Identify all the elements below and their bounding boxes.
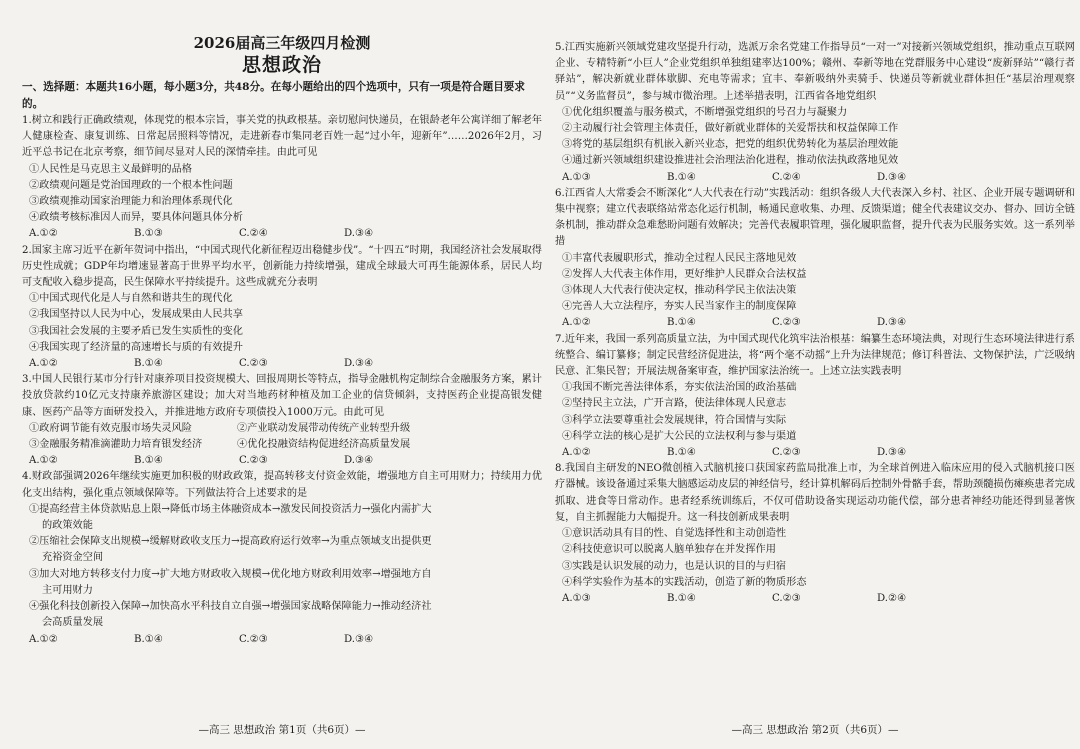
statement-1: ①政府调节能有效克服市场失灵风险 — [29, 422, 192, 434]
choice-a: A.①② — [29, 228, 58, 240]
statement-grid — [22, 421, 542, 453]
choice-b: B.①③ — [134, 228, 163, 240]
statement-3-cont: 主可用财力 — [42, 584, 93, 596]
statement-1: ①提高经营主体贷款贴息上限→降低市场主体融资成本→激发民间投资活力→强化内需扩大 — [29, 503, 432, 515]
statement-1: ①人民性是马克思主义最鲜明的品格 — [29, 163, 192, 175]
statement-4: ④我国实现了经济量的高速增长与质的有效提升 — [29, 341, 243, 353]
statement-4: ④强化科技创新投入保障→加快高水平科技自立自强→增强国家战略保障能力→推动经济社 — [29, 601, 432, 613]
answer-choices — [22, 356, 542, 372]
choice-d: D.②④ — [877, 592, 907, 604]
statement-4: ④科学立法的核心是扩大公民的立法权利与参与渠道 — [562, 430, 797, 442]
statement-2: ②我国坚持以人民为中心，发展成果由人民共享 — [29, 309, 243, 321]
statement-2: ②发挥人大代表主体作用，更好维护人民群众合法权益 — [562, 268, 807, 280]
answer-choices — [22, 226, 542, 242]
answer-choices — [555, 445, 1075, 461]
choice-d: D.③④ — [344, 633, 374, 645]
statement-2: ②坚持民主立法，广开言路，使法律体现人民意志 — [562, 398, 787, 410]
choice-a: A.①③ — [562, 592, 591, 604]
choice-c: C.②③ — [772, 317, 801, 329]
choice-c: C.②③ — [239, 455, 268, 467]
question-stem: 6.江西省人大常委会不断深化“人大代表在行动”实践活动：组织各级人大代表深入乡村、社区、企业开展专题调研和集中视察；建立代表联络站常态化运行机制，畅通民意收集、办理、反馈渠道；健全代表建议交办、督办、回访全链条机制，推动群众急难愁盼问题有效解决；完善代表履职管理，强化履职监督，提升代表为民服务实效。这一系列举措 — [555, 187, 1075, 248]
question-8 — [555, 461, 1075, 607]
question-stem: 4.财政部强调2026年继续实施更加积极的财政政策，提高转移支付资金效能，增强地方自主可用财力；持续用力优化支出结构，强化重点领域保障等。下列做法符合上述要求的是 — [22, 471, 542, 499]
statement-4: ④科学实验作为基本的实践活动，创造了新的物质形态 — [562, 576, 807, 588]
choice-b: B.①④ — [667, 171, 696, 183]
page-2-content — [555, 40, 1075, 607]
subject-title: 思想政治 — [241, 54, 322, 76]
statement-1: ①意识活动具有目的性、自觉选择性和主动创造性 — [562, 528, 787, 540]
choice-d: D.③④ — [877, 171, 907, 183]
choice-b: B.①④ — [134, 455, 163, 467]
question-stem: 2.国家主席习近平在新年贺词中指出，“中国式现代化新征程迈出稳健步伐”。“十四五”时期，我国经济社会发展取得历史性成就；GDP年均增速显著高于世界平均水平，创新能力持续增强，建成全球最大可再生能源体系，居民人均可支配收入稳步提高，民生保障水平持续提升。这些成就充分表明 — [22, 244, 542, 289]
statement-2: ②科技使意识可以脱离人脑单独存在并发挥作用 — [562, 544, 776, 556]
choice-c: C.②④ — [772, 171, 801, 183]
statement-3: ③实践是认识发展的动力，也是认识的目的与归宿 — [562, 560, 787, 572]
statement-1-cont: 的政策效能 — [42, 520, 93, 532]
question-4 — [22, 469, 542, 647]
choice-b: B.①④ — [667, 447, 696, 459]
page-footer: —高三 思想政治 第1页（共6页）— — [198, 724, 366, 736]
question-6 — [555, 186, 1075, 332]
statement-3: ③政绩观推动国家治理能力和治理体系现代化 — [29, 196, 233, 208]
choice-d: D.③④ — [344, 228, 374, 240]
statement-2: ②政绩观问题是党治国理政的一个根本性问题 — [29, 179, 233, 191]
page-1 — [22, 0, 542, 749]
exam-title: 2026届高三年级四月检测 — [193, 34, 371, 52]
statement-4: ④优化投融资结构促进经济高质量发展 — [237, 439, 411, 451]
statement-4-cont: 会高质量发展 — [42, 617, 104, 629]
statement-1: ①优化组织覆盖与服务模式，不断增强党组织的号召力与凝聚力 — [562, 106, 848, 118]
statement-2: ②产业联动发展带动传统产业转型升级 — [237, 422, 411, 434]
question-stem: 8.我国自主研发的NEO微创植入式脑机接口获国家药监局批准上市，为全球首例进入临床应用的侵入式脑机接口医疗器械。该设备通过采集大脑感运动皮层的神经信号，经计算机解码后控制外骨骼手套，帮助颈髓损伤瘫痪患者完成抓取、进食等日常动作。患者经系统训练后，不仅可借助设备实现运动功能代偿，部分患者神经功能还得到显著恢复，自主抓握能力大幅提升。这一科技创新成果表明 — [555, 463, 1075, 523]
question-1 — [22, 113, 542, 243]
statement-1: ①中国式现代化是人与自然和谐共生的现代化 — [29, 293, 233, 305]
answer-choices — [22, 453, 542, 469]
statement-2: ②主动履行社会管理主体责任，做好新就业群体的关爱帮扶和权益保障工作 — [562, 123, 899, 135]
choice-d: D.③④ — [877, 317, 907, 329]
choice-b: B.①④ — [134, 633, 163, 645]
page-2 — [555, 0, 1075, 749]
question-2 — [22, 243, 542, 373]
page-footer: —高三 思想政治 第2页（共6页）— — [731, 724, 899, 736]
statement-2-cont: 充裕资金空间 — [42, 552, 104, 564]
choice-c: C.②③ — [239, 633, 268, 645]
statement-3: ③我国社会发展的主要矛盾已发生实质性的变化 — [29, 325, 243, 337]
answer-choices — [555, 591, 1075, 607]
choice-c: C.②③ — [772, 447, 801, 459]
statement-4: ④政绩考核标准因人而异，要具体问题具体分析 — [29, 212, 243, 224]
choice-d: D.③④ — [344, 358, 374, 370]
statement-4: ④完善人大立法程序，夯实人民当家作主的制度保障 — [562, 301, 797, 313]
statement-1: ①我国不断完善法律体系，夯实依法治国的政治基础 — [562, 382, 797, 394]
choice-b: B.①④ — [667, 592, 696, 604]
statement-4: ④通过新兴领域组织建设推进社会治理法治化进程，推动依法执政落地见效 — [562, 155, 899, 167]
answer-choices — [555, 170, 1075, 186]
choice-a: A.①② — [29, 633, 58, 645]
choice-b: B.①④ — [134, 358, 163, 370]
answer-choices — [555, 315, 1075, 331]
question-stem: 1.树立和践行正确政绩观，体现党的根本宗旨，事关党的执政根基。亲切慰问快递员，在银龄老年公寓详细了解老年人健康检查、康复训练、日常起居照料等情况，走进新春市集同老百姓一起“过小年，迎新年”……2026年2月，习近平总书记在北京考察，细节间尽显对人民的深情牵挂。由此可见 — [22, 115, 542, 159]
statement-3: ③科学立法要尊重社会发展规律，符合国情与实际 — [562, 414, 787, 426]
choice-a: A.①② — [562, 447, 591, 459]
choice-d: D.③④ — [877, 447, 907, 459]
question-stem: 5.江西实施新兴领域党建攻坚提升行动，选派万余名党建工作指导员“一对一”对接新兴领域党组织，推动重点互联网企业、专精特新“小巨人”企业党组织单独组建率达100%；赣州、奉新等地在党群服务中心建设“废新驿站”“赣行者驿站”，解决新就业群体歇脚、充电等需求；宜丰、奉新吸纳外卖骑手、快递员等新就业群体担任“基层治理观察员”“义务监督员”，参与城市微治理。上述举措表明，江西省各地党组织 — [555, 42, 1075, 102]
answer-choices — [22, 632, 542, 648]
choice-c: C.②④ — [239, 228, 268, 240]
choice-c: C.②③ — [239, 358, 268, 370]
choice-b: B.①④ — [667, 317, 696, 329]
statement-3: ③体现人大代表行使决定权，推动科学民主依法决策 — [562, 285, 797, 297]
section-instructions: 一、选择题：本题共16小题，每小题3分，共48分。在每小题给出的四个选项中，只有一项是符合题目要求的。 — [22, 81, 525, 110]
statement-1: ①丰富代表履职形式，推动全过程人民民主落地见效 — [562, 252, 797, 264]
choice-a: A.①③ — [562, 171, 591, 183]
question-5 — [555, 40, 1075, 186]
choice-a: A.①② — [29, 358, 58, 370]
question-7 — [555, 332, 1075, 462]
question-stem: 7.近年来，我国一系列高质量立法，为中国式现代化筑牢法治根基：编纂生态环境法典，对现行生态环境法律进行系统整合、编订纂修；制定民营经济促进法，将“两个毫不动摇”上升为法律规范；修订科普法、文物保护法，广泛吸纳民意、汇集民智；开展法规备案审查，维护国家法治统一。上述立法实践表明 — [555, 333, 1075, 378]
question-3 — [22, 372, 542, 469]
statement-3: ③将党的基层组织有机嵌入新兴业态，把党的组织优势转化为基层治理效能 — [562, 139, 899, 151]
question-stem: 3.中国人民银行某市分行针对康养项目投资规模大、回报周期长等特点，指导金融机构定制综合金融服务方案，累计投放贷款约10亿元支持康养旅游区建设；加大对当地药材种植及加工企业的信贷倾斜，支持医药企业提高银发健康、医药产品等方面研发投入，并推进地方政府专项债投入1000万元。由此可见 — [22, 374, 542, 418]
statement-3: ③加大对地方转移支付力度→扩大地方财政收入规模→优化地方财政利用效率→增强地方自 — [29, 568, 432, 580]
choice-a: A.①② — [29, 455, 58, 467]
choice-d: D.③④ — [344, 455, 374, 467]
choice-c: C.②③ — [772, 592, 801, 604]
choice-a: A.①② — [562, 317, 591, 329]
statement-3: ③金融服务精准滴灌助力培育银发经济 — [29, 439, 203, 451]
statement-2: ②压缩社会保障支出规模→缓解财政收支压力→提高政府运行效率→为重点领域支出提供更 — [29, 536, 432, 548]
